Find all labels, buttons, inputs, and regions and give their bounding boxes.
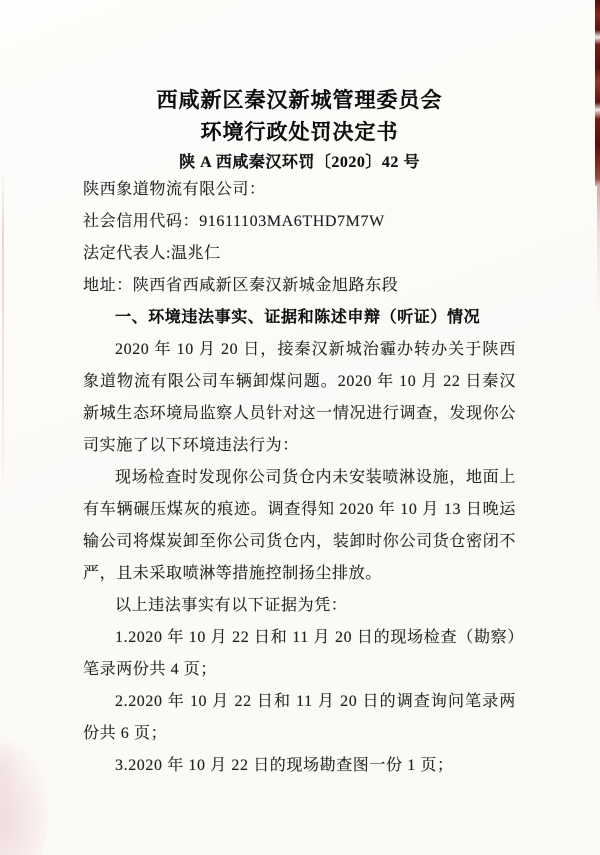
legal-representative-line: 法定代表人:温兆仁	[83, 245, 221, 262]
recipient-info-block	[83, 174, 516, 302]
evidence-item-3: 3.2020 年 10 月 22 日的现场勘查图一份 1 页；	[115, 757, 454, 774]
body-paragraph-2: 现场检查时发现你公司货仓内未安装喷淋设施，地面上有车辆碾压煤灰的痕迹。调查得知 2020 年 10 月 13 日晚运输公司将煤炭卸至你公司货仓内，装卸时你公司货仓密闭不严，且未采取喷淋等措施控制扬尘排放。	[83, 469, 516, 582]
section-1-heading: 一、环境违法事实、证据和陈述申辩（听证）情况	[115, 309, 481, 326]
scan-artifact-right-red-strip	[595, 0, 600, 186]
scan-artifact-bottom-left-smudge	[0, 743, 48, 855]
credit-code-line: 社会信用代码：91611103MA6THD7M7W	[83, 213, 385, 230]
address-line: 地址：陕西省西咸新区秦汉新城金旭路东段	[83, 277, 399, 294]
body-paragraph-3: 以上违法事实有以下证据为凭：	[115, 597, 348, 614]
body-paragraph-1: 2020 年 10 月 20 日，接秦汉新城治霾办转办关于陕西象道物流有限公司车辆卸煤问题。2020 年 10 月 22 日秦汉新城生态环境局监察人员针对这一情况进行调查，发现你公司实施了以下环境违法行为：	[83, 341, 516, 454]
recipient-name-line: 陕西象道物流有限公司：	[83, 181, 266, 198]
page-title-line-1: 西咸新区秦汉新城管理委员会	[156, 88, 443, 112]
document-number: 陕 A 西咸秦汉环罚〔2020〕42 号	[179, 154, 420, 171]
evidence-item-1: 1.2020 年 10 月 22 日和 11 月 20 日的现场检查（勘察）笔录两份共 4 页；	[83, 629, 516, 678]
evidence-item-2: 2.2020 年 10 月 22 日和 11 月 20 日的调查询问笔录两份共 6 页；	[83, 693, 516, 742]
document-content	[83, 84, 516, 782]
scan-artifact-left-pink-line	[2, 170, 4, 500]
page-title-line-2: 环境行政处罚决定书	[200, 120, 399, 144]
